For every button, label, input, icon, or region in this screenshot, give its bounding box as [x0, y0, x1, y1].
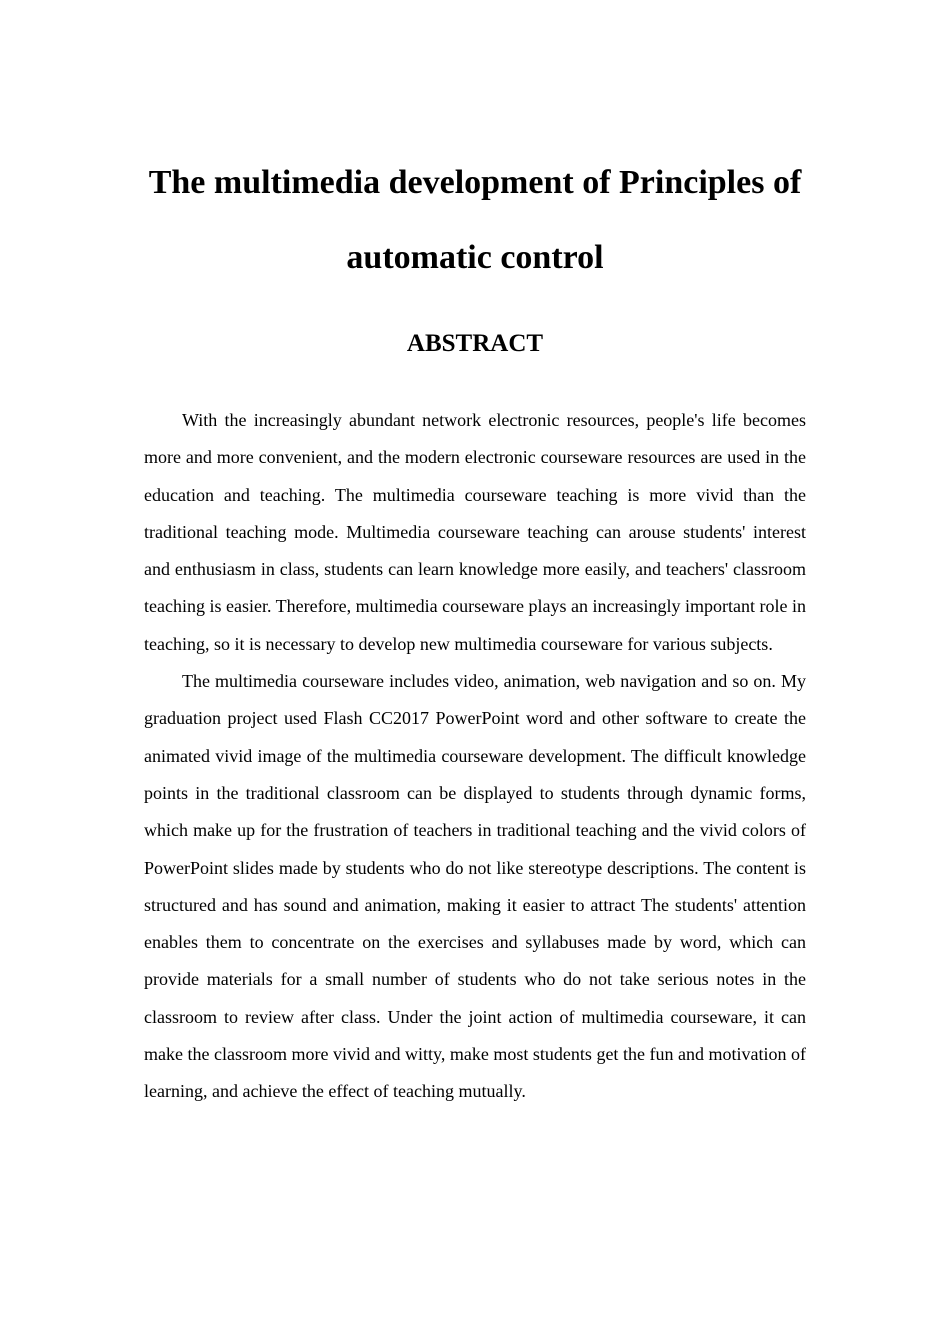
abstract-heading: ABSTRACT [406, 330, 544, 357]
abstract-paragraph-2: The multimedia courseware includes video, animation, web navigation and so on. My graduation project used Flash CC2017 PowerPoint word and other software to create the animated vivid image of the multimedia courseware development. The difficult knowledge points in the traditional classroom can be displayed to students through dynamic forms, which make up for the frustration of teachers in traditional teaching and the vivid colors of PowerPoint slides made by students who do not like stereotype descriptions. The content is structured and has sound and animation, making it easier to attract The students' attention enables them to concentrate on the exercises and syllabuses made by word, which can provide materials for a small number of students who do not take serious notes in the classroom to review after class. Under the joint action of multimedia courseware, it can make the classroom more vivid and witty, make most students get the fun and motivation of learning, and achieve the effect of teaching mutually. [144, 671, 806, 1102]
document-title: The multimedia development of Principles of automatic control [148, 164, 802, 276]
abstract-paragraph-1: With the increasingly abundant network electronic resources, people's life becomes more and more convenient, and the modern electronic courseware resources are used in the education and teaching. The multimedia courseware teaching is more vivid than the traditional teaching mode. Multimedia courseware teaching can arouse students' interest and enthusiasm in class, students can learn knowledge more easily, and teachers' classroom teaching is easier. Therefore, multimedia courseware plays an increasingly important role in teaching, so it is necessary to develop new multimedia courseware for various subjects. [144, 410, 806, 654]
abstract-body [144, 402, 806, 1111]
